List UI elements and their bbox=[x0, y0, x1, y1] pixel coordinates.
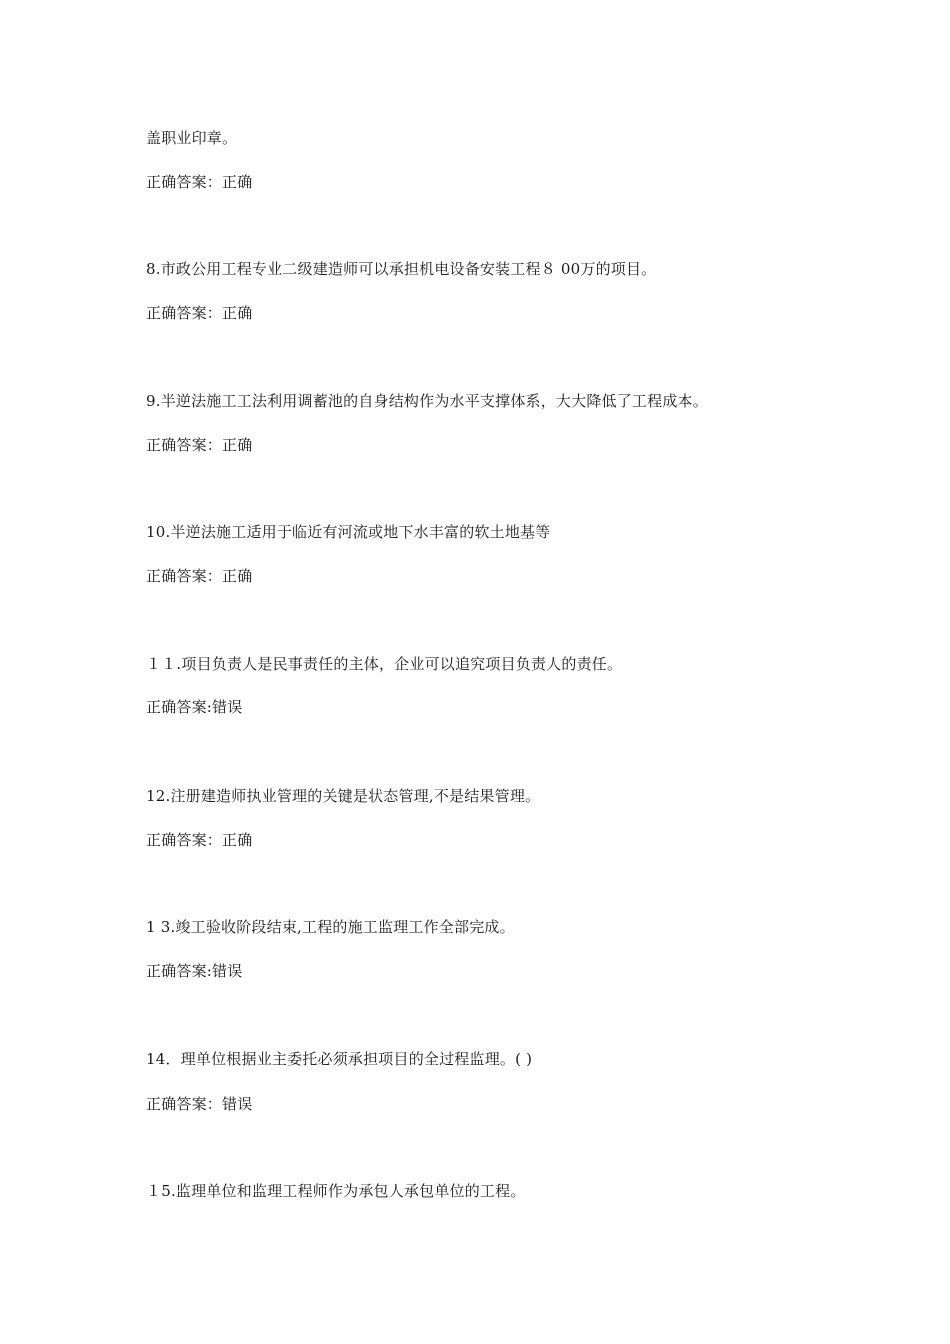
question-14: 14．理单位根据业主委托必须承担项目的全过程监理。( ) bbox=[146, 1050, 533, 1068]
question-10: 10.半逆法施工适用于临近有河流或地下水丰富的软土地基等 bbox=[146, 523, 551, 541]
question-11: １１.项目负责人是民事责任的主体，企业可以追究项目负责人的责任。 bbox=[146, 655, 623, 673]
answer-14: 正确答案：错误 bbox=[146, 1095, 253, 1113]
answer-7: 正确答案：正确 bbox=[146, 173, 253, 191]
question-9: 9.半逆法施工工法利用调蓄池的自身结构作为水平支撑体系，大大降低了工程成本。 bbox=[146, 392, 708, 410]
answer-13: 正确答案:错误 bbox=[146, 962, 243, 980]
question-7-continuation: 盖职业印章。 bbox=[146, 129, 238, 147]
answer-8: 正确答案：正确 bbox=[146, 304, 253, 322]
question-12: 12.注册建造师执业管理的关键是状态管理,不是结果管理。 bbox=[146, 787, 541, 805]
answer-10: 正确答案：正确 bbox=[146, 567, 253, 585]
question-8: 8.市政公用工程专业二级建造师可以承担机电设备安装工程８ 00万的项目。 bbox=[146, 260, 657, 278]
question-15: １5.监理单位和监理工程师作为承包人承包单位的工程。 bbox=[146, 1182, 526, 1200]
question-13: 1 3.竣工验收阶段结束,工程的施工监理工作全部完成。 bbox=[146, 918, 515, 936]
answer-11: 正确答案:错误 bbox=[146, 698, 243, 716]
answer-12: 正确答案：正确 bbox=[146, 831, 253, 849]
answer-9: 正确答案：正确 bbox=[146, 436, 253, 454]
